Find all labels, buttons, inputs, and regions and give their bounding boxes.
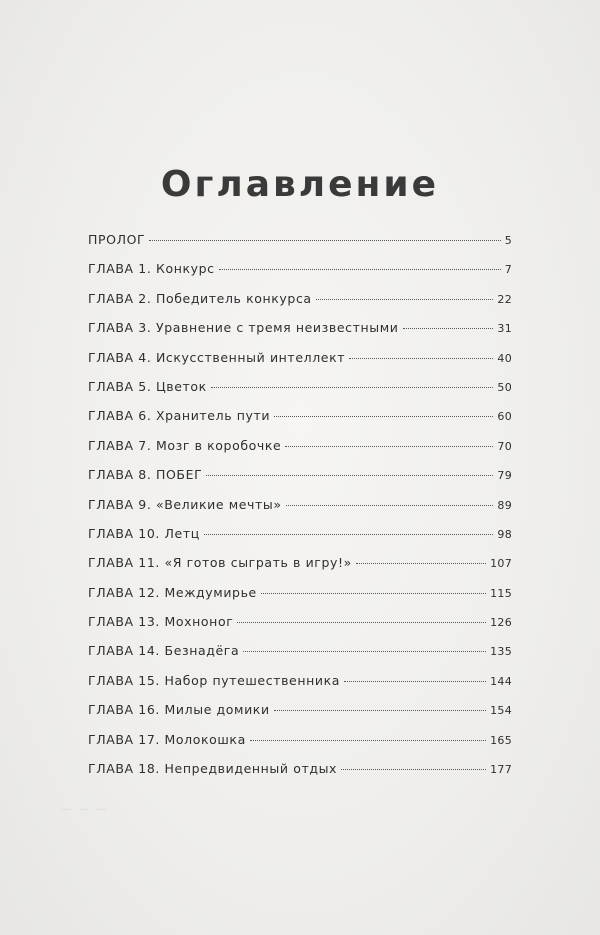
toc-leader-dots: [237, 622, 486, 623]
toc-entry-label: ГЛАВА 15. Набор путешественника: [88, 672, 341, 688]
toc-entry-page-number: 5: [504, 234, 512, 247]
toc-entry: [88, 614, 512, 643]
toc-entry-label: ГЛАВА 13. Мохноног: [88, 614, 234, 630]
toc-entry-page-number: 107: [490, 557, 512, 571]
toc-entry-page-number: 70: [497, 439, 512, 453]
toc-leader-dots: [356, 563, 486, 564]
toc-entry-page-number: 165: [490, 733, 512, 747]
toc-leader-dots: [344, 681, 486, 682]
toc-entry: [88, 438, 512, 467]
toc-entry-page-number: 60: [497, 410, 512, 424]
toc-leader-dots: [341, 769, 486, 770]
toc-entry-page-number: 31: [497, 322, 512, 336]
bleed-through-text: ~ ~ ~: [60, 800, 108, 818]
toc-leader-dots: [261, 593, 486, 594]
toc-entry-page-number: 79: [497, 469, 512, 483]
toc-leader-dots: [243, 651, 486, 652]
toc-entry: [88, 379, 512, 408]
toc-entry: [88, 526, 512, 555]
toc-entry-label: ГЛАВА 2. Победитель конкурса: [88, 290, 312, 306]
toc-entry-page-number: 89: [497, 498, 512, 512]
toc-entry-page-number: 144: [490, 674, 512, 688]
toc-entry-page-number: 22: [497, 292, 512, 306]
page-title: Оглавление: [160, 164, 440, 206]
toc-entry-label: ГЛАВА 17. Молокошка: [88, 731, 246, 747]
toc-entry: [88, 673, 512, 702]
toc-entry: [88, 350, 512, 379]
toc-entry-label: ГЛАВА 12. Междумирье: [88, 584, 257, 600]
toc-entry-page-number: 98: [497, 527, 512, 541]
toc-entry-label: ГЛАВА 10. Летц: [88, 525, 200, 541]
toc-entry-label: ГЛАВА 1. Конкурс: [88, 261, 215, 277]
toc-entry: [88, 467, 512, 496]
toc-entry: [88, 702, 512, 731]
toc-entry-label: ГЛАВА 18. Непредвиденный отдых: [88, 761, 338, 777]
toc-entry-label: ГЛАВА 5. Цветок: [88, 378, 207, 394]
toc-entry-label: ГЛАВА 11. «Я готов сыграть в игру!»: [88, 555, 352, 571]
toc-entry-label: ГЛАВА 3. Уравнение с тремя неизвестными: [88, 320, 399, 336]
toc-leader-dots: [149, 240, 500, 241]
toc-entry-page-number: 115: [490, 586, 512, 600]
toc-entry-label: ГЛАВА 14. Безнадёга: [88, 643, 240, 659]
toc-entry: [88, 643, 512, 672]
toc-leader-dots: [219, 269, 501, 270]
toc-entry: [88, 261, 512, 290]
toc-entry-label: ГЛАВА 8. ПОБЕГ: [88, 467, 203, 483]
table-of-contents: [88, 232, 512, 790]
toc-entry-label: ГЛАВА 4. Искусственный интеллект: [88, 349, 346, 365]
toc-entry-label: ПРОЛОГ: [88, 232, 146, 247]
toc-entry-page-number: 135: [490, 645, 512, 659]
toc-leader-dots: [250, 740, 486, 741]
toc-entry: [88, 408, 512, 437]
toc-entry-page-number: 50: [497, 380, 512, 394]
toc-entry-page-number: 40: [497, 351, 512, 365]
toc-entry: [88, 732, 512, 761]
toc-entry-label: ГЛАВА 9. «Великие мечты»: [88, 496, 282, 512]
toc-entry-label: ГЛАВА 6. Хранитель пути: [88, 408, 271, 424]
toc-leader-dots: [206, 475, 493, 476]
toc-leader-dots: [403, 328, 494, 329]
toc-leader-dots: [349, 358, 493, 359]
toc-entry: [88, 497, 512, 526]
toc-entry-label: ГЛАВА 16. Милые домики: [88, 702, 270, 718]
toc-entry-page-number: 7: [504, 263, 512, 277]
toc-leader-dots: [286, 505, 494, 506]
toc-entry: [88, 761, 512, 790]
toc-leader-dots: [211, 387, 494, 388]
toc-entry: [88, 555, 512, 584]
toc-entry-label: ГЛАВА 7. Мозг в коробочке: [88, 437, 282, 453]
toc-entry: [88, 320, 512, 349]
toc-leader-dots: [285, 446, 493, 447]
toc-leader-dots: [204, 534, 494, 535]
toc-entry-page-number: 154: [490, 704, 512, 718]
toc-entry: [88, 232, 512, 261]
toc-leader-dots: [274, 710, 486, 711]
toc-entry: [88, 291, 512, 320]
toc-entry-page-number: 126: [490, 616, 512, 630]
toc-leader-dots: [274, 416, 493, 417]
toc-leader-dots: [316, 299, 494, 300]
toc-entry: [88, 585, 512, 614]
toc-entry-page-number: 177: [490, 763, 512, 777]
